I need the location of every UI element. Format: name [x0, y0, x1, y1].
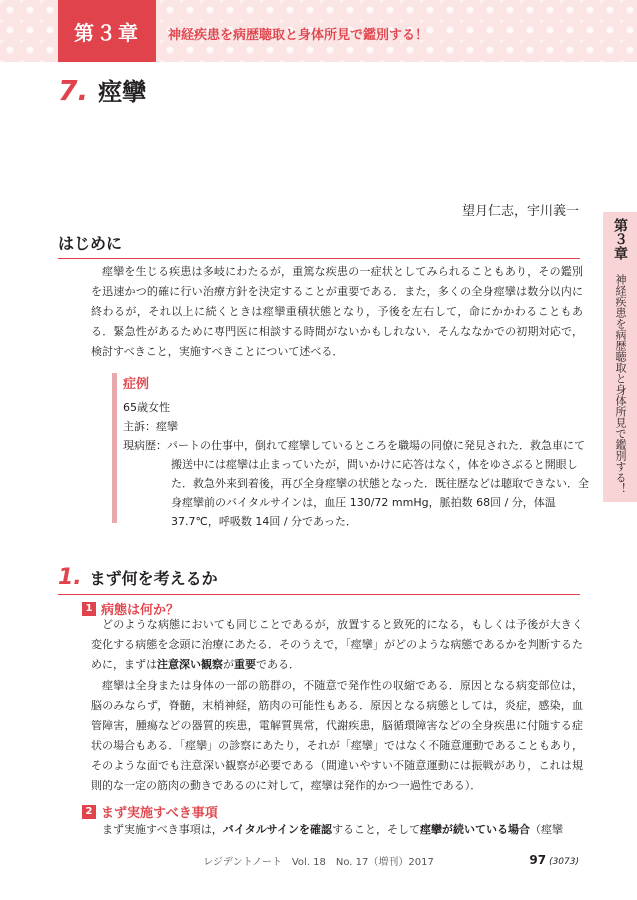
section1-number: 1. — [58, 565, 82, 590]
section1-title: まず何を考えるか — [89, 569, 218, 588]
emphasis-important: 重要 — [234, 658, 256, 671]
side-tab-subtitle: 神経疾患を病歴聴取と身体所見で鑑別する！ — [614, 274, 627, 494]
subsection2-heading — [82, 802, 218, 821]
subsection1-title: 病態は何か？ — [101, 603, 180, 618]
case-age-sex: 65歳女性 — [123, 401, 170, 414]
intro-heading: はじめに — [58, 231, 580, 259]
case-title: 症例 — [123, 377, 150, 392]
paragraph-convulsion-definition: 痙攣は全身または身体の一部の筋群の，不随意で発作性の収縮である．原因となる病変部位は，脳のみならず，脊髄，末梢神経，筋肉の可能性もある．原因となる病態としては，炎症，感染，血管障害，腫瘍などの器質的疾患，電解質異常，代謝疾患，脳循環障害などの全身疾患に付随する症状の場合もある．「痙攣」の診察にあたり，それが「痙攣」ではなく不随意運動であることもあり，そのような面でも注意深い観察が必要である（間違いやすい不随意運動には振戦があり，これは規則的な一定の筋肉の動きであるのに対して，痙攣は発作的かつ一過性である）． — [91, 679, 583, 792]
article-number: 7. — [58, 74, 89, 107]
side-tab-chapter: 第３章 — [612, 218, 628, 260]
side-chapter-tab — [603, 212, 637, 502]
emphasis-ongoing-seizure: 痙攣が続いている場合 — [420, 823, 531, 836]
case-box — [112, 373, 593, 528]
emphasis-observation: 注意深い観察 — [157, 658, 223, 671]
case-complaint: 主訴：痙攣 — [123, 420, 178, 433]
intro-paragraph: 痙攣を生じる疾患は多岐にわたるが，重篤な疾患の一症状としてみられることもあり，その鑑別を迅速かつ的確に行い治療方針を決定することが重要である．また，多くの全身痙攣は数分以内に終わるが，それ以上に続くときは痙攣重積状態となり，予後を左右して，命にかかわることもある．緊急性があるために専門医に相談する時間がないかもしれない．そんななかでの初期対応で，検討すべきこと，実施すべきことについて述べる． — [91, 265, 583, 358]
article-title — [58, 72, 146, 107]
case-history: 現病歴：パートの仕事中，倒れて痙攣しているところを職場の同僚に発見された．救急車にて搬送中には痙攣は止まっていたが，問いかけに応答はなく，体をゆさぶると開眼した．救急外来到着後，再び全身痙攣の状態となった．既往歴などは聴取できない．全身痙攣前のバイタルサインは，血圧 130/72 mmHg，脈拍数 68回 / 分，体温 37.7℃，呼吸数 14回 / 分であった． — [123, 439, 589, 528]
emphasis-vitals: バイタルサインを確認 — [222, 823, 333, 836]
subsection2-badge: 2 — [82, 805, 96, 819]
footer-page-number — [529, 853, 579, 867]
chapter-subtitle: 神経疾患を病歴聴取と身体所見で鑑別する！ — [168, 28, 429, 43]
section1-heading — [58, 565, 580, 595]
paragraph-pathology: どのような病態においても同じことであるが，放置すると致死的になる，もしくは予後が大きく変化する病態を念頭に治療にあたる．そのうえで，「痙攣」がどのような病態であるかを判断するために，まずは注意深い観察が重要である． — [91, 618, 583, 671]
chapter-tab: 第３章 — [58, 0, 156, 62]
article-title-text: 痙攣 — [98, 78, 147, 106]
page-number: 97 — [529, 853, 547, 867]
authors: 望月仁志，宇川義一 — [461, 204, 579, 219]
subsection2-title: まず実施すべき事項 — [101, 806, 218, 821]
paragraph-first-actions: まず実施すべき事項は，バイタルサインを確認すること，そして痙攣が続いている場合（痙攣 — [102, 823, 564, 836]
page-total-number: (3073) — [549, 857, 579, 867]
subsection1-badge: 1 — [82, 602, 96, 616]
footer-journal: レジデントノート Vol. 18 No. 17（増刊）2017 — [203, 857, 434, 868]
